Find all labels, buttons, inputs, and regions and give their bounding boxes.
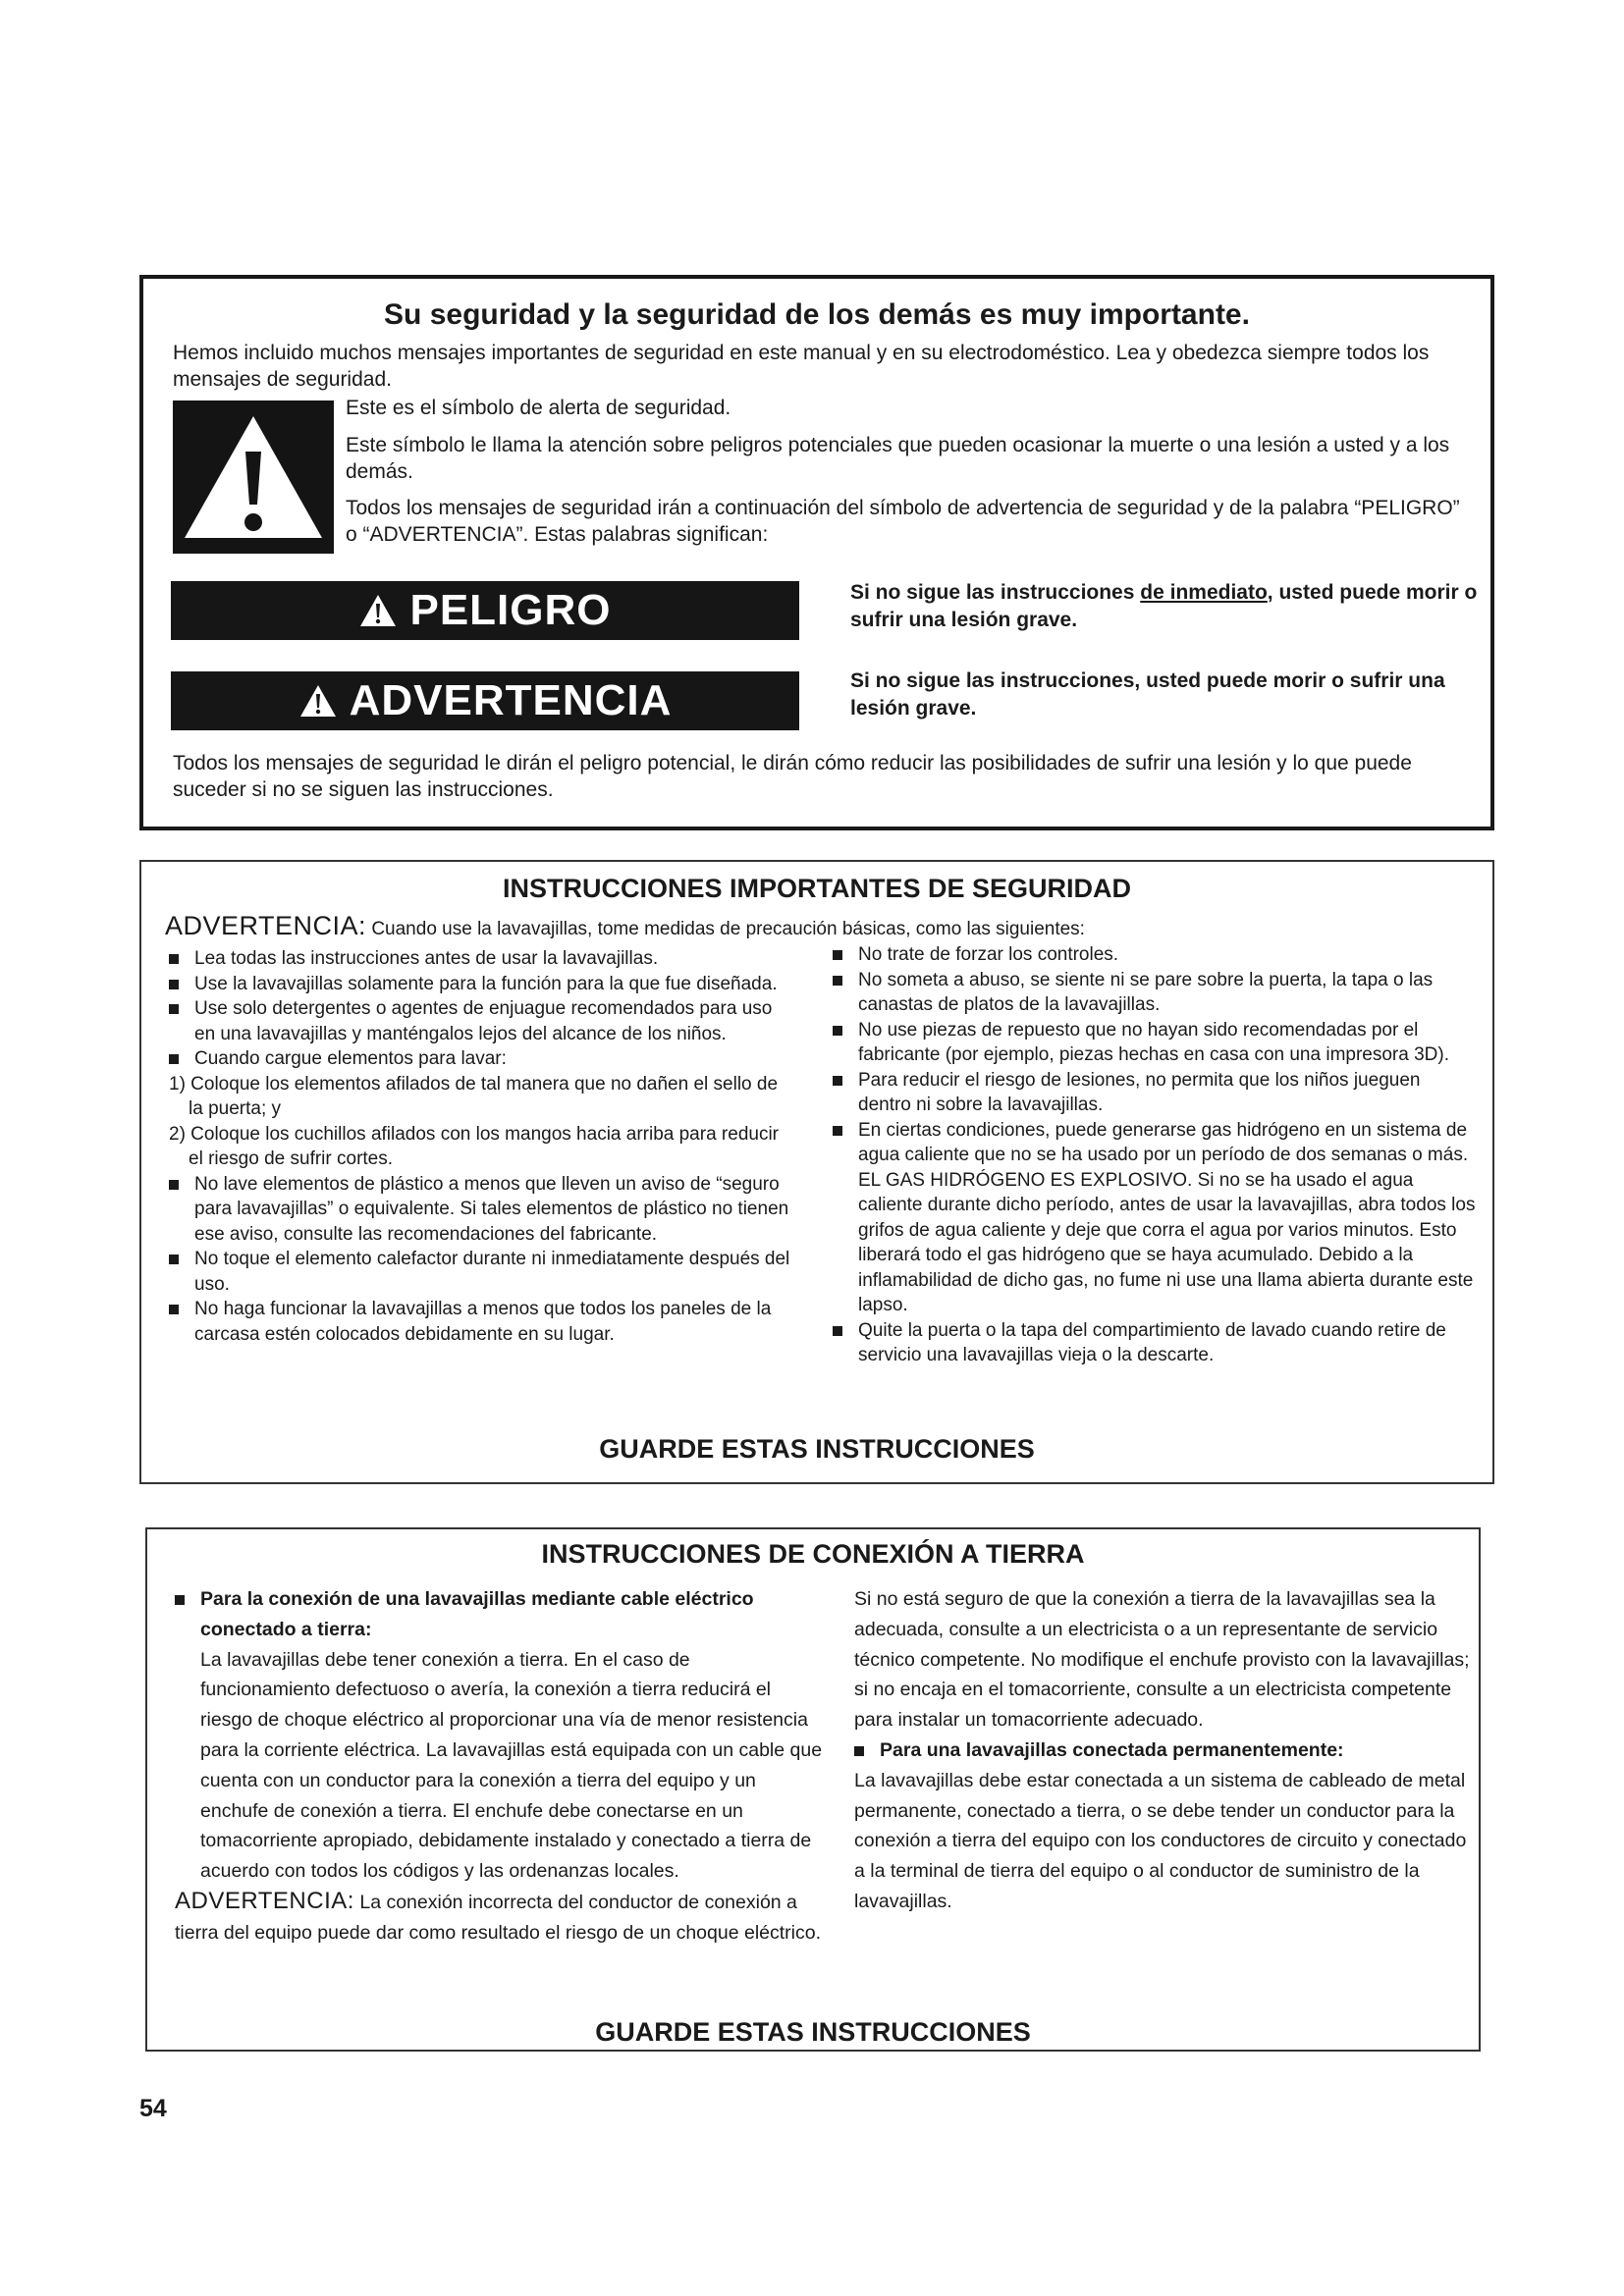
list-item: Cuando cargue elementos para lavar: xyxy=(165,1046,793,1072)
list-item: No haga funcionar la lavavajillas a menos que todos los paneles de la carcasa estén colocados debidamente en su lugar. xyxy=(165,1297,793,1347)
warning-triangle-icon xyxy=(298,683,338,719)
cord-connection-text: La lavavajillas debe tener conexión a tierra. En el caso de funcionamiento defectuoso o avería, la conexión a tierra reducirá el riesgo de choque eléctrico al proporcionar una vía de menor resistencia para la corriente eléctrica. La lavavajillas está equipada con un cable que cuenta con un conductor para la conexión a tierra del equipo y un enchufe de conexión a tierra. El enchufe debe conectarse en un tomacorriente apropiado, debidamente instalado y conectado a tierra de acuerdo con todos los códigos y las ordenanzas locales. xyxy=(200,1648,823,1883)
list-item: No lave elementos de plástico a menos que lleven un aviso de “seguro para lavavajillas” o equivalente. Si tales elementos de plástico no tienen ese aviso, consulte las recomendaciones del fabricante. xyxy=(165,1172,793,1248)
list-item: Use la lavavajillas solamente para la función para la que fue diseñada. xyxy=(165,972,793,997)
safety-footer: Todos los mensajes de seguridad le dirán el peligro potencial, le dirán cómo reducir las posibilidades de sufrir una lesión y lo que puede suceder si no se siguen las instrucciones. xyxy=(173,752,1412,801)
safety-message-box xyxy=(139,275,1494,830)
sub-list-item: 1) Coloque los elementos afilados de tal manera que no dañen el sello de la puerta; y xyxy=(169,1073,779,1119)
permanent-connection-heading: Para una lavavajillas conectada permanentemente: xyxy=(854,1735,1473,1766)
symbol-description-1: Este es el símbolo de alerta de seguridad. xyxy=(346,397,731,419)
grounding-advice-text: Si no está seguro de que la conexión a tierra de la lavavajillas sea la adecuada, consulte a un electricista o a un representante de servicio técnico competente. No modifique el enchufe provisto con la lavavajillas; si no encaja en el tomacorriente, consulte a un electricista competente para instalar un tomacorriente adecuado. xyxy=(854,1588,1470,1732)
safety-intro: Hemos incluido muchos mensajes importantes de seguridad en este manual y en su electrodoméstico. Lea y obedezca siempre todos los mensajes de seguridad. xyxy=(173,342,1430,391)
list-item: Use solo detergentes o agentes de enjuague recomendados para uso en una lavavajillas y manténgalos lejos del alcance de los niños. xyxy=(165,996,793,1046)
symbol-description-2: Este símbolo le llama la atención sobre peligros potenciales que pueden ocasionar la muerte o una lesión a usted y a los demás. xyxy=(346,434,1450,483)
symbol-description-3: Todos los mensajes de seguridad irán a continuación del símbolo de advertencia de seguridad y de la palabra “PELIGRO” o “ADVERTENCIA”. Estas palabras significan: xyxy=(346,497,1460,546)
peligro-label: PELIGRO xyxy=(409,586,612,634)
list-item: Para reducir el riesgo de lesiones, no permita que los niños jueguen dentro ni sobre la lavavajillas. xyxy=(829,1068,1477,1118)
grounding-warning xyxy=(175,1887,823,1949)
safety-alert-symbol xyxy=(173,400,334,554)
peligro-text-a: Si no sigue las instrucciones xyxy=(850,581,1141,604)
right-instruction-column xyxy=(829,942,1477,1368)
advertencia-label: ADVERTENCIA xyxy=(349,676,673,724)
advertencia-meaning: Si no sigue las instrucciones, usted puede morir o sufrir una lesión grave. xyxy=(850,669,1445,720)
warning-triangle-icon xyxy=(173,400,334,554)
left-instruction-column xyxy=(165,946,793,1347)
peligro-banner xyxy=(171,581,799,640)
sub-list-item: 2) Coloque los cuchillos afilados con los mangos hacia arriba para reducir el riesgo de sufrir cortes. xyxy=(169,1123,779,1169)
page-number: 54 xyxy=(139,2095,167,2122)
grounding-warning-label: ADVERTENCIA: xyxy=(175,1887,354,1914)
list-item: No use piezas de repuesto que no hayan sido recomendadas por el fabricante (por ejemplo, piezas hechas en casa con una impresora 3D). xyxy=(829,1018,1477,1068)
safety-box-title: Su seguridad y la seguridad de los demás es muy importante. xyxy=(384,298,1250,331)
peligro-text-underlined: de inmediato xyxy=(1140,581,1268,604)
warning-lead-label: ADVERTENCIA: xyxy=(165,911,367,940)
important-safety-box xyxy=(139,860,1494,1484)
list-item: En ciertas condiciones, puede generarse gas hidrógeno en un sistema de agua caliente que no se ha usado por un período de dos semanas o más. EL GAS HIDRÓGENO ES EXPLOSIVO. Si no se ha usado el agua caliente durante dicho período, antes de usar la lavavajillas, abra todos los grifos de agua caliente y deje que corra el agua por varios minutos. Esto liberará todo el gas hidrógeno que se haya acumulado. Debido a la inflamabilidad de dicho gas, no fume ni use una llama abierta durante este lapso. xyxy=(829,1118,1477,1318)
grounding-instructions-box xyxy=(145,1527,1481,2052)
grounding-left-column xyxy=(175,1584,823,1949)
list-item: No toque el elemento calefactor durante ni inmediatamente después del uso. xyxy=(165,1247,793,1297)
list-item: No trate de forzar los controles. xyxy=(829,942,1477,968)
list-item: Quite la puerta o la tapa del compartimiento de lavado cuando retire de servicio una lavavajillas vieja o la descarte. xyxy=(829,1318,1477,1368)
grounding-right-column xyxy=(854,1584,1473,1917)
list-item: Lea todas las instrucciones antes de usar la lavavajillas. xyxy=(165,946,793,972)
permanent-connection-text: La lavavajillas debe estar conectada a un sistema de cableado de metal permanente, conectado a tierra, o se debe tender un conductor para la conexión a tierra del equipo con los conductores de circuito y conectado a la terminal de tierra del equipo o al conductor de suministro de la lavavajillas. xyxy=(854,1769,1467,1912)
cord-connection-heading: Para la conexión de una lavavajillas mediante cable eléctrico conectado a tierra: xyxy=(175,1584,823,1645)
grounding-title: INSTRUCCIONES DE CONEXIÓN A TIERRA xyxy=(541,1539,1085,1569)
warning-lead-text: Cuando use la lavavajillas, tome medidas de precaución básicas, como las siguientes: xyxy=(366,919,1085,939)
peligro-text-b: , usted puede morir o sufrir una lesión grave. xyxy=(850,581,1478,631)
save-instructions-heading: GUARDE ESTAS INSTRUCCIONES xyxy=(595,2017,1031,2047)
grounding-warning-text: La conexión incorrecta del conductor de conexión a tierra del equipo puede dar como resultado el riesgo de un choque eléctrico. xyxy=(175,1891,822,1944)
advertencia-banner xyxy=(171,671,799,730)
peligro-meaning xyxy=(850,579,1479,634)
warning-triangle-icon xyxy=(358,593,398,628)
important-safety-title: INSTRUCCIONES IMPORTANTES DE SEGURIDAD xyxy=(502,874,1132,903)
warning-lead xyxy=(165,911,1471,941)
save-instructions-heading: GUARDE ESTAS INSTRUCCIONES xyxy=(599,1434,1035,1464)
list-item: No someta a abuso, se siente ni se pare sobre la puerta, la tapa o las canastas de platos de la lavavajillas. xyxy=(829,968,1477,1018)
